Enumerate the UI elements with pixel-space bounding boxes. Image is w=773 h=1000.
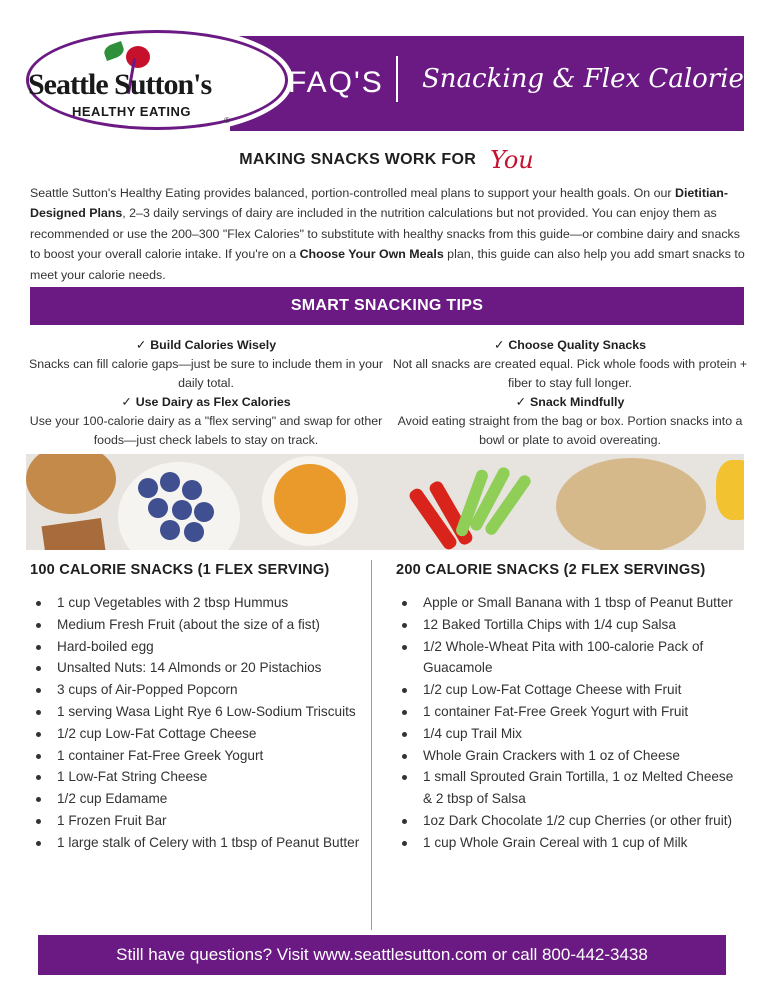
list-item: 1 small Sprouted Grain Tortilla, 1 oz Melted Cheese & 2 tbsp of Salsa <box>396 766 746 810</box>
tip-title: Build Calories Wisely <box>150 338 277 352</box>
vegetable-sticks <box>426 474 546 550</box>
page-header <box>0 0 773 140</box>
header-divider <box>396 56 398 102</box>
tip-item <box>390 336 750 393</box>
snacks-100-heading: 100 CALORIE SNACKS (1 FLEX SERVING) <box>30 562 330 578</box>
tip-title: Choose Quality Snacks <box>508 338 647 352</box>
list-item: 1/2 Whole-Wheat Pita with 100-calorie Pack of Guacamole <box>396 636 746 680</box>
honey <box>274 464 346 534</box>
blueberry <box>148 498 168 518</box>
registered-mark: ® <box>224 116 230 125</box>
blueberry <box>184 522 204 542</box>
checkmark-icon: ✓ <box>121 395 132 409</box>
list-item: 1 Frozen Fruit Bar <box>30 810 360 832</box>
list-item: 1 large stalk of Celery with 1 tbsp of Peanut Butter <box>30 832 360 854</box>
apple-icon <box>126 46 150 68</box>
snacks-200-list <box>396 592 746 854</box>
list-item: 1oz Dark Chocolate 1/2 cup Cherries (or other fruit) <box>396 810 746 832</box>
checkmark-icon: ✓ <box>515 395 527 409</box>
list-item: 1 serving Wasa Light Rye 6 Low-Sodium Triscuits <box>30 701 360 723</box>
tips-column-right <box>390 336 750 450</box>
list-item: 12 Baked Tortilla Chips with 1/4 cup Salsa <box>396 614 746 636</box>
section-label: FAQ'S <box>288 66 384 99</box>
rice-cake <box>556 458 706 550</box>
blueberry <box>172 500 192 520</box>
list-item: 1 cup Whole Grain Cereal with 1 cup of Milk <box>396 832 746 854</box>
list-item: 1 cup Vegetables with 2 tbsp Hummus <box>30 592 360 614</box>
tips-banner: SMART SNACKING TIPS <box>30 287 744 325</box>
intro-text-1: Seattle Sutton's Healthy Eating provides balanced, portion-controlled meal plans to support your health goals. On our <box>30 186 675 200</box>
walnuts-bowl <box>26 454 116 514</box>
list-item: Medium Fresh Fruit (about the size of a fist) <box>30 614 360 636</box>
column-divider <box>371 560 372 930</box>
blueberry <box>194 502 214 522</box>
intro-plan-name-1: Dietitian-Designed Plans <box>30 186 729 221</box>
blueberry <box>160 472 180 492</box>
snacks-100-list <box>30 592 360 854</box>
list-item: 1 Low-Fat String Cheese <box>30 766 360 788</box>
checkmark-icon: ✓ <box>135 338 147 352</box>
banana <box>716 460 744 520</box>
tip-title: Use Dairy as Flex Calories <box>135 395 291 409</box>
intro-paragraph <box>30 183 745 285</box>
list-item: Apple or Small Banana with 1 tbsp of Peanut Butter <box>396 592 746 614</box>
list-item: 1/2 cup Low-Fat Cottage Cheese with Fruit <box>396 679 746 701</box>
list-item: 1 container Fat-Free Greek Yogurt with Fruit <box>396 701 746 723</box>
list-item: 1 container Fat-Free Greek Yogurt <box>30 745 360 767</box>
tip-text: Avoid eating straight from the bag or box. Portion snacks into a bowl or plate to avoid overeating. <box>397 414 743 447</box>
list-item: Hard-boiled egg <box>30 636 360 658</box>
list-item: 1/4 cup Trail Mix <box>396 723 746 745</box>
snacks-200-heading: 200 CALORIE SNACKS (2 FLEX SERVINGS) <box>396 562 706 578</box>
footer-contact-banner: Still have questions? Visit www.seattlesutton.com or call 800-442-3438 <box>38 935 726 975</box>
list-item: 3 cups of Air-Popped Popcorn <box>30 679 360 701</box>
blueberry <box>160 520 180 540</box>
intro-plan-name-2: Choose Your Own Meals <box>299 247 444 262</box>
checkmark-icon: ✓ <box>493 338 505 352</box>
tip-text: Snacks can fill calorie gaps—just be sure to include them in your daily total. <box>29 357 383 390</box>
tip-text: Not all snacks are created equal. Pick whole foods with protein + fiber to stay full longer. <box>392 357 748 390</box>
tip-text: Use your 100-calorie dairy as a "flex serving" and swap for other foods—just check labels to stay on track. <box>29 414 383 447</box>
healthy-snacks-photo <box>26 454 744 550</box>
snacks-100-section <box>30 562 360 854</box>
blueberry <box>182 480 202 500</box>
logo-subtitle: HEALTHY EATING <box>72 104 191 119</box>
intro-text-2: , 2–3 daily servings of dairy are included in the nutrition calculations but not provided. You can enjoy them as recommended or use the 200–300 "Flex Calories" to substitute with healthy snacks from this guide—or combine dairy and snacks to boost your overall calorie intake. If you're on a <box>30 206 740 262</box>
page-title: Snacking & Flex Calories <box>422 64 758 94</box>
intro-heading <box>0 146 773 176</box>
logo-name: Seattle Sutton's <box>28 68 212 101</box>
intro-text-3: plan, this guide can also help you add smart snacks to meet your calorie needs. <box>30 247 745 282</box>
tips-column-left <box>26 336 386 450</box>
list-item: Whole Grain Crackers with 1 oz of Cheese <box>396 745 746 767</box>
list-item: Unsalted Nuts: 14 Almonds or 20 Pistachios <box>30 657 360 679</box>
tip-item <box>390 393 750 450</box>
list-item: 1/2 cup Edamame <box>30 788 360 810</box>
intro-heading-accent: You <box>490 146 534 174</box>
snacks-200-section <box>396 562 746 854</box>
tip-item <box>26 393 386 450</box>
cracker <box>42 518 107 550</box>
list-item: 1/2 cup Low-Fat Cottage Cheese <box>30 723 360 745</box>
intro-heading-text: MAKING SNACKS WORK FOR <box>239 151 477 168</box>
tip-title: Snack Mindfully <box>530 395 625 409</box>
tip-item <box>26 336 386 393</box>
blueberry <box>138 478 158 498</box>
